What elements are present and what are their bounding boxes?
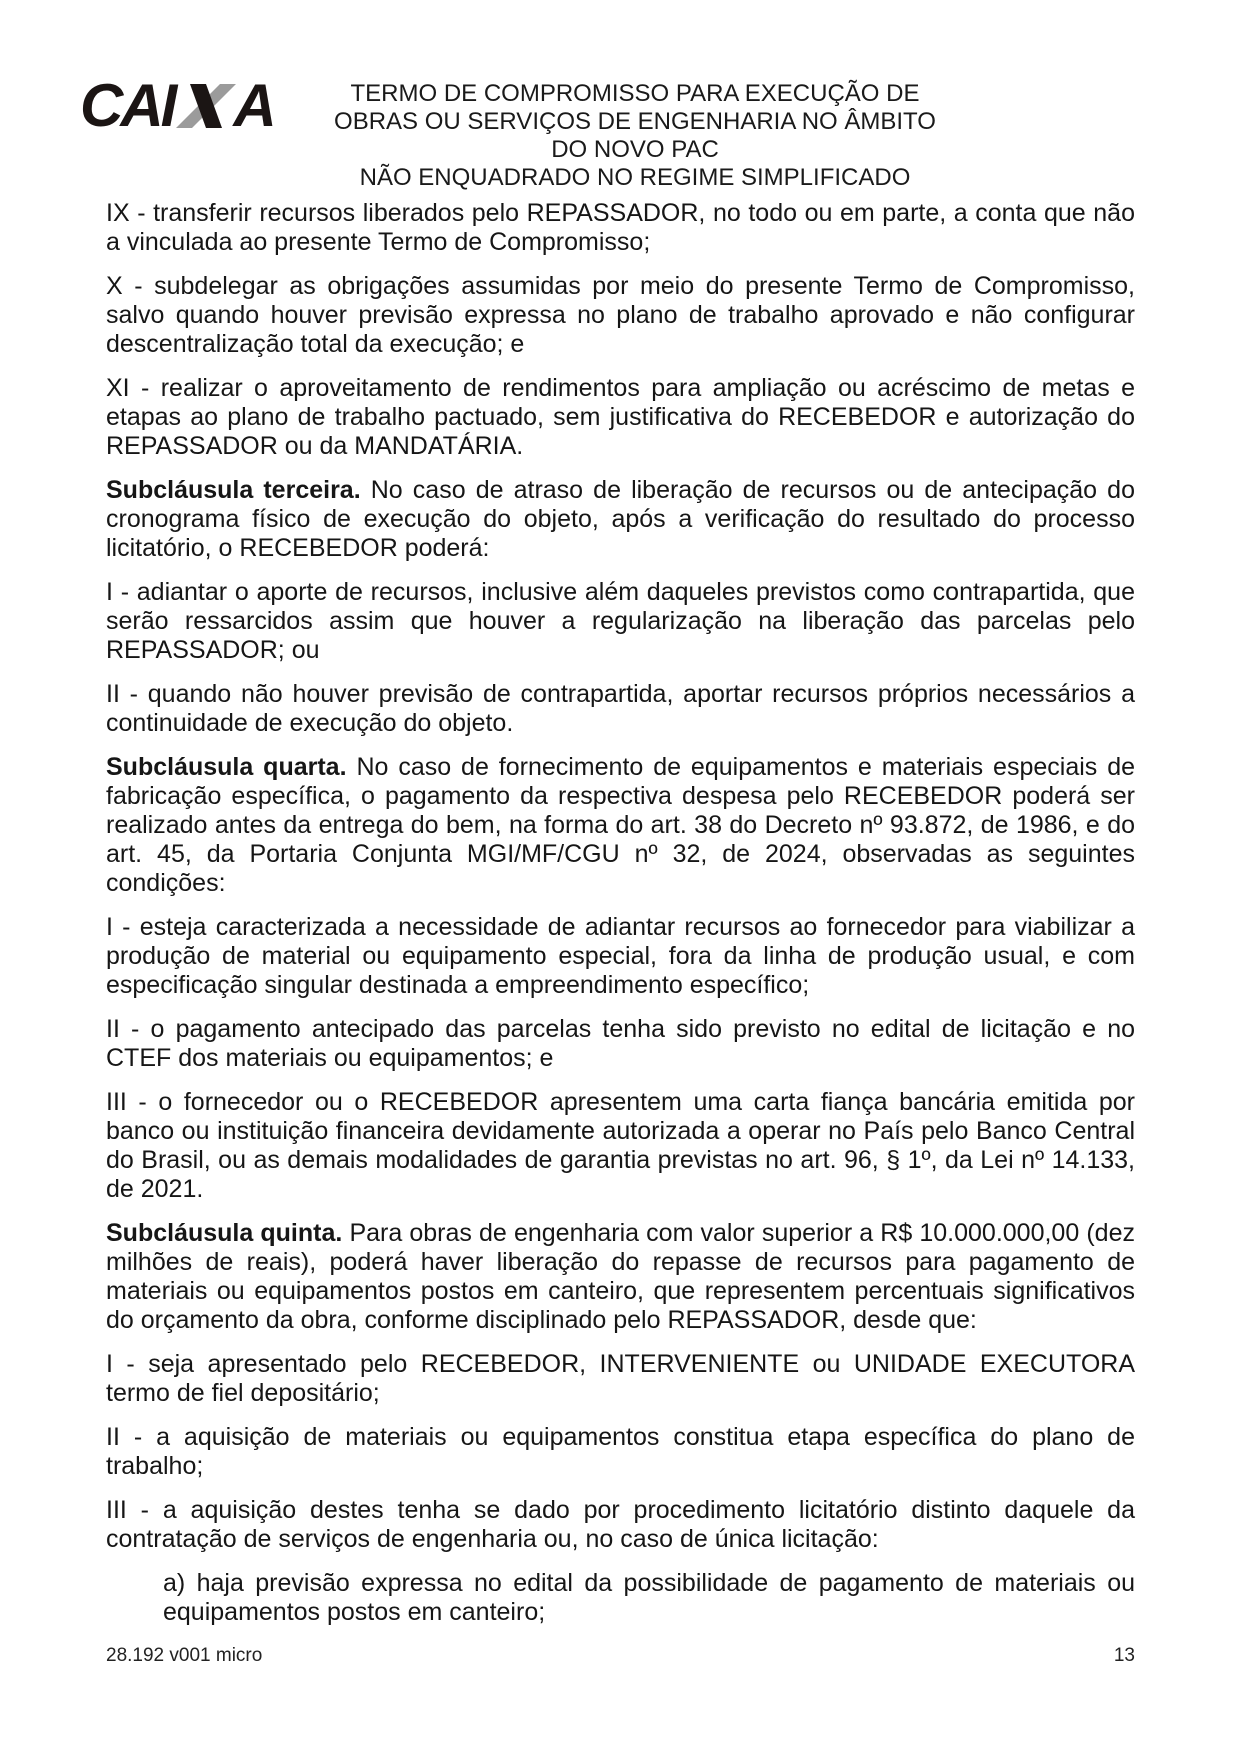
paragraph-text: II - o pagamento antecipado das parcelas tenha sido previsto no edital de licitação e no CTEF dos materiais ou equipamentos; e <box>106 1015 1135 1072</box>
document-body <box>106 199 1135 1642</box>
paragraph <box>163 1569 1135 1627</box>
document-title <box>285 80 985 192</box>
paragraph-text: I - seja apresentado pelo RECEBEDOR, INTERVENIENTE ou UNIDADE EXECUTORA termo de fiel depositário; <box>106 1350 1135 1407</box>
paragraph-text: Para obras de engenharia com valor superior a R$ 10.000.000,00 (dez milhões de reais), poderá haver liberação do repasse de recursos para pagamento de materiais ou equipamentos postos em canteiro, que representem percentuais significativos do orçamento da obra, conforme disciplinado pelo REPASSADOR, desde que: <box>106 1219 1135 1334</box>
caixa-logo <box>80 72 274 139</box>
paragraph <box>106 913 1135 1000</box>
paragraph <box>106 753 1135 898</box>
paragraph-text: III - o fornecedor ou o RECEBEDOR apresentem uma carta fiança bancária emitida por banco ou instituição financeira devidamente autorizada a operar no País pelo Banco Central do Brasil, ou as demais modalidades de garantia previstas no art. 96, § 1º, da Lei nº 14.133, de 2021. <box>106 1088 1135 1203</box>
title-line: NÃO ENQUADRADO NO REGIME SIMPLIFICADO <box>359 164 911 191</box>
paragraph-text: II - quando não houver previsão de contrapartida, aportar recursos próprios necessários a continuidade de execução do objeto. <box>106 680 1135 737</box>
paragraph-text: a) haja previsão expressa no edital da possibilidade de pagamento de materiais ou equipamentos postos em canteiro; <box>163 1569 1135 1626</box>
title-line: DO NOVO PAC <box>551 136 719 163</box>
paragraph-text: X - subdelegar as obrigações assumidas por meio do presente Termo de Compromisso, salvo quando houver previsão expressa no plano de trabalho aprovado e não configurar descentralização total da execução; e <box>106 272 1135 358</box>
caixa-logo-text-left: CAI <box>80 72 175 139</box>
paragraph-text: I - adiantar o aporte de recursos, inclusive além daqueles previstos como contrapartida, que serão ressarcidos assim que houver a regularização na liberação das parcelas pelo REPASSADOR; ou <box>106 578 1135 664</box>
paragraph <box>106 1350 1135 1408</box>
paragraph <box>106 1423 1135 1481</box>
title-line: TERMO DE COMPROMISSO PARA EXECUÇÃO DE <box>350 80 920 107</box>
paragraph <box>106 578 1135 665</box>
paragraph <box>106 199 1135 257</box>
page-number: 13 <box>1113 1645 1135 1666</box>
caixa-logo-x-icon <box>176 84 236 128</box>
caixa-logo-text-right: A <box>233 72 274 139</box>
paragraph <box>106 680 1135 738</box>
paragraph-lead: Subcláusula quarta. <box>106 753 347 781</box>
paragraph-text: IX - transferir recursos liberados pelo REPASSADOR, no todo ou em parte, a conta que não a vinculada ao presente Termo de Compromisso; <box>106 199 1135 256</box>
paragraph <box>106 374 1135 461</box>
title-line: OBRAS OU SERVIÇOS DE ENGENHARIA NO ÂMBITO <box>334 108 936 135</box>
paragraph-lead: Subcláusula terceira. <box>106 476 361 504</box>
form-code: 28.192 v001 micro <box>106 1645 263 1666</box>
paragraph <box>106 1496 1135 1554</box>
paragraph <box>106 1088 1135 1204</box>
paragraph-text: III - a aquisição destes tenha se dado por procedimento licitatório distinto daquele da contratação de serviços de engenharia ou, no caso de única licitação: <box>106 1496 1135 1553</box>
paragraph-text: I - esteja caracterizada a necessidade de adiantar recursos ao fornecedor para viabilizar a produção de material ou equipamento especial, fora da linha de produção usual, e com especificação singular destinada a empreendimento específico; <box>106 913 1135 999</box>
paragraph-text: XI - realizar o aproveitamento de rendimentos para ampliação ou acréscimo de metas e etapas ao plano de trabalho pactuado, sem justificativa do RECEBEDOR e autorização do REPASSADOR ou da MANDATÁRIA. <box>106 374 1135 460</box>
paragraph-text: No caso de atraso de liberação de recursos ou de antecipação do cronograma físico de execução do objeto, após a verificação do resultado do processo licitatório, o RECEBEDOR poderá: <box>106 476 1135 562</box>
document-footer <box>106 1645 1135 1667</box>
paragraph <box>106 272 1135 359</box>
paragraph-text: II - a aquisição de materiais ou equipamentos constitua etapa específica do plano de trabalho; <box>106 1423 1135 1480</box>
paragraph <box>106 476 1135 563</box>
paragraph-text: No caso de fornecimento de equipamentos e materiais especiais de fabricação específica, o pagamento da respectiva despesa pelo RECEBEDOR poderá ser realizado antes da entrega do bem, na forma do art. 38 do Decreto nº 93.872, de 1986, e do art. 45, da Portaria Conjunta MGI/MF/CGU nº 32, de 2024, observadas as seguintes condições: <box>106 753 1135 897</box>
document-header <box>0 0 1241 200</box>
paragraph-lead: Subcláusula quinta. <box>106 1219 343 1247</box>
paragraph <box>106 1015 1135 1073</box>
paragraph <box>106 1219 1135 1335</box>
